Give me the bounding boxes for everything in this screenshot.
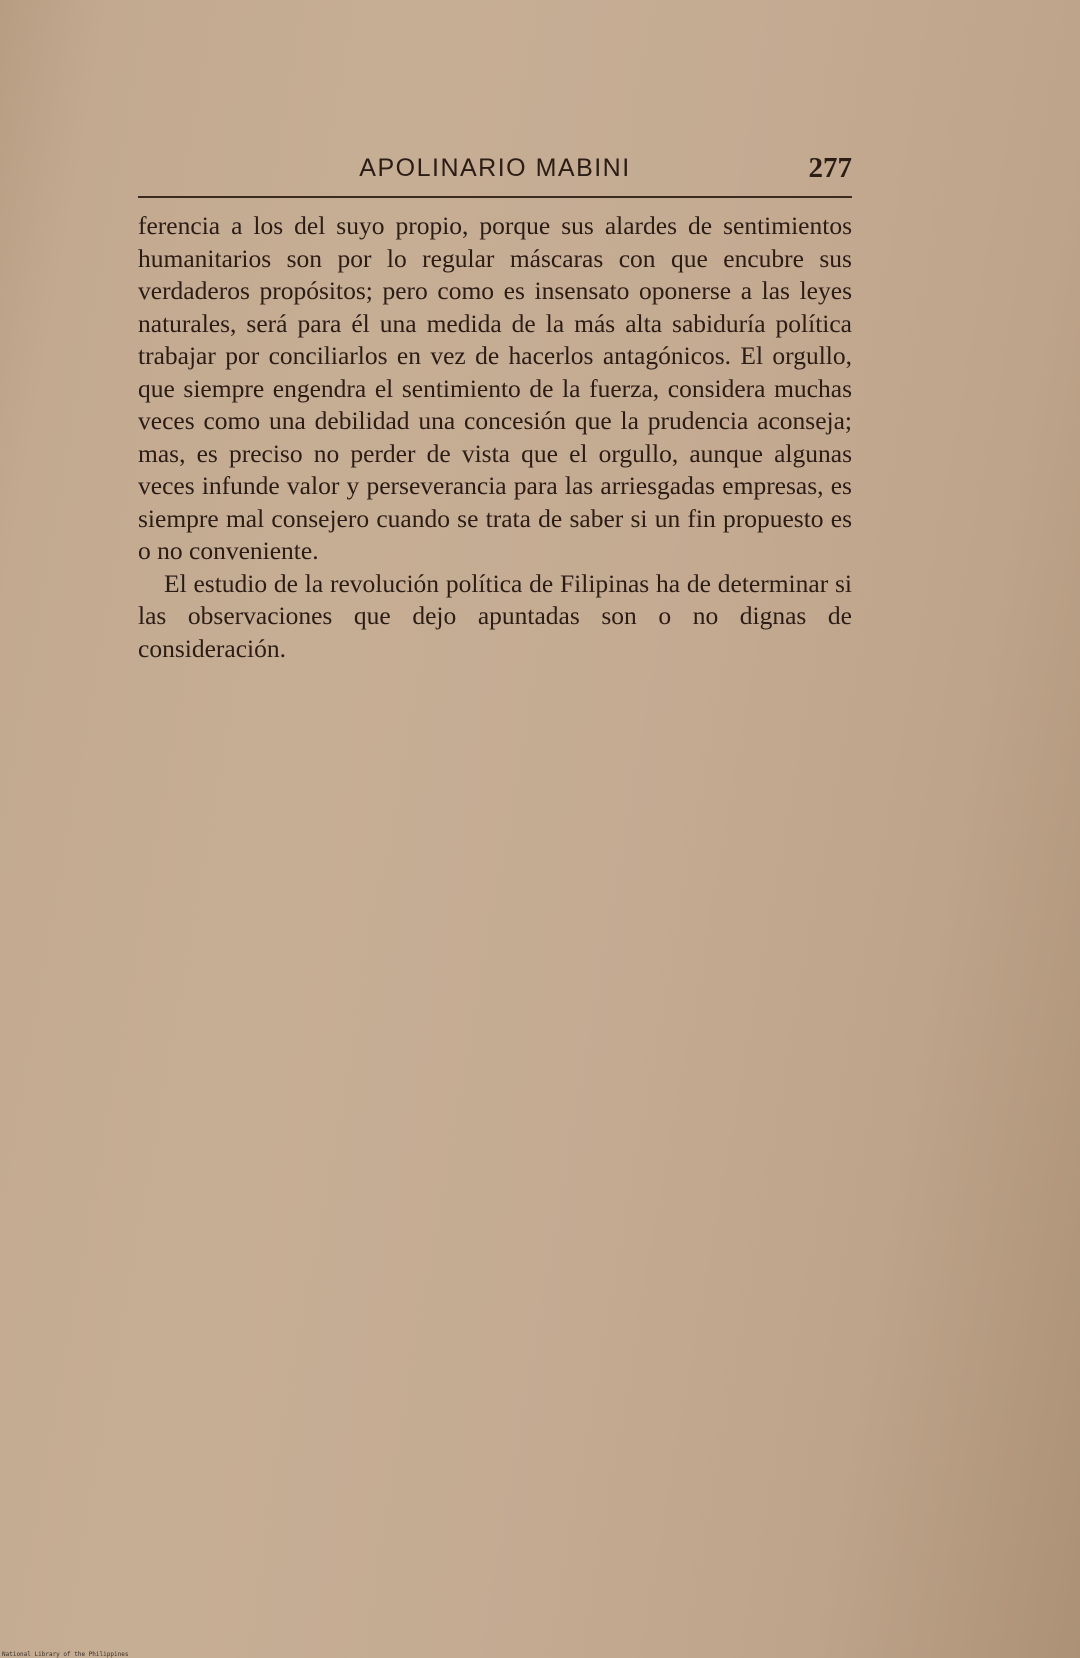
page-number: 277 bbox=[808, 152, 852, 184]
body-text bbox=[138, 210, 852, 665]
running-head: APOLINARIO MABINI bbox=[359, 154, 631, 182]
paragraph-2: El estudio de la revolución política de Filipinas ha de determinar si las observaciones que dejo apuntadas son o no dignas de consideración. bbox=[138, 568, 852, 663]
paragraph-1: ferencia a los del suyo propio, porque sus alardes de sentimientos humanitarios son por lo regular máscaras con que encubre sus verdaderos propósitos; pero como es insensato oponerse a las leyes naturales, será para él una medida de la más alta sabiduría política trabajar por conciliarlos en vez de hacerlos antagónicos. El orgullo, que siempre engendra el sentimiento de la fuerza, considera muchas veces como una debilidad una concesión que la prudencia aconseja; mas, es preciso no perder de vista que el orgullo, aunque algunas veces infunde valor y perseverancia para las arriesgadas empresas, es siempre mal consejero cuando se trata de saber si un fin propuesto es o no conveniente. bbox=[138, 211, 852, 565]
footer-credit: National Library of the Philippines bbox=[2, 1651, 129, 1658]
header-rule bbox=[138, 196, 852, 198]
page-header bbox=[138, 150, 852, 192]
